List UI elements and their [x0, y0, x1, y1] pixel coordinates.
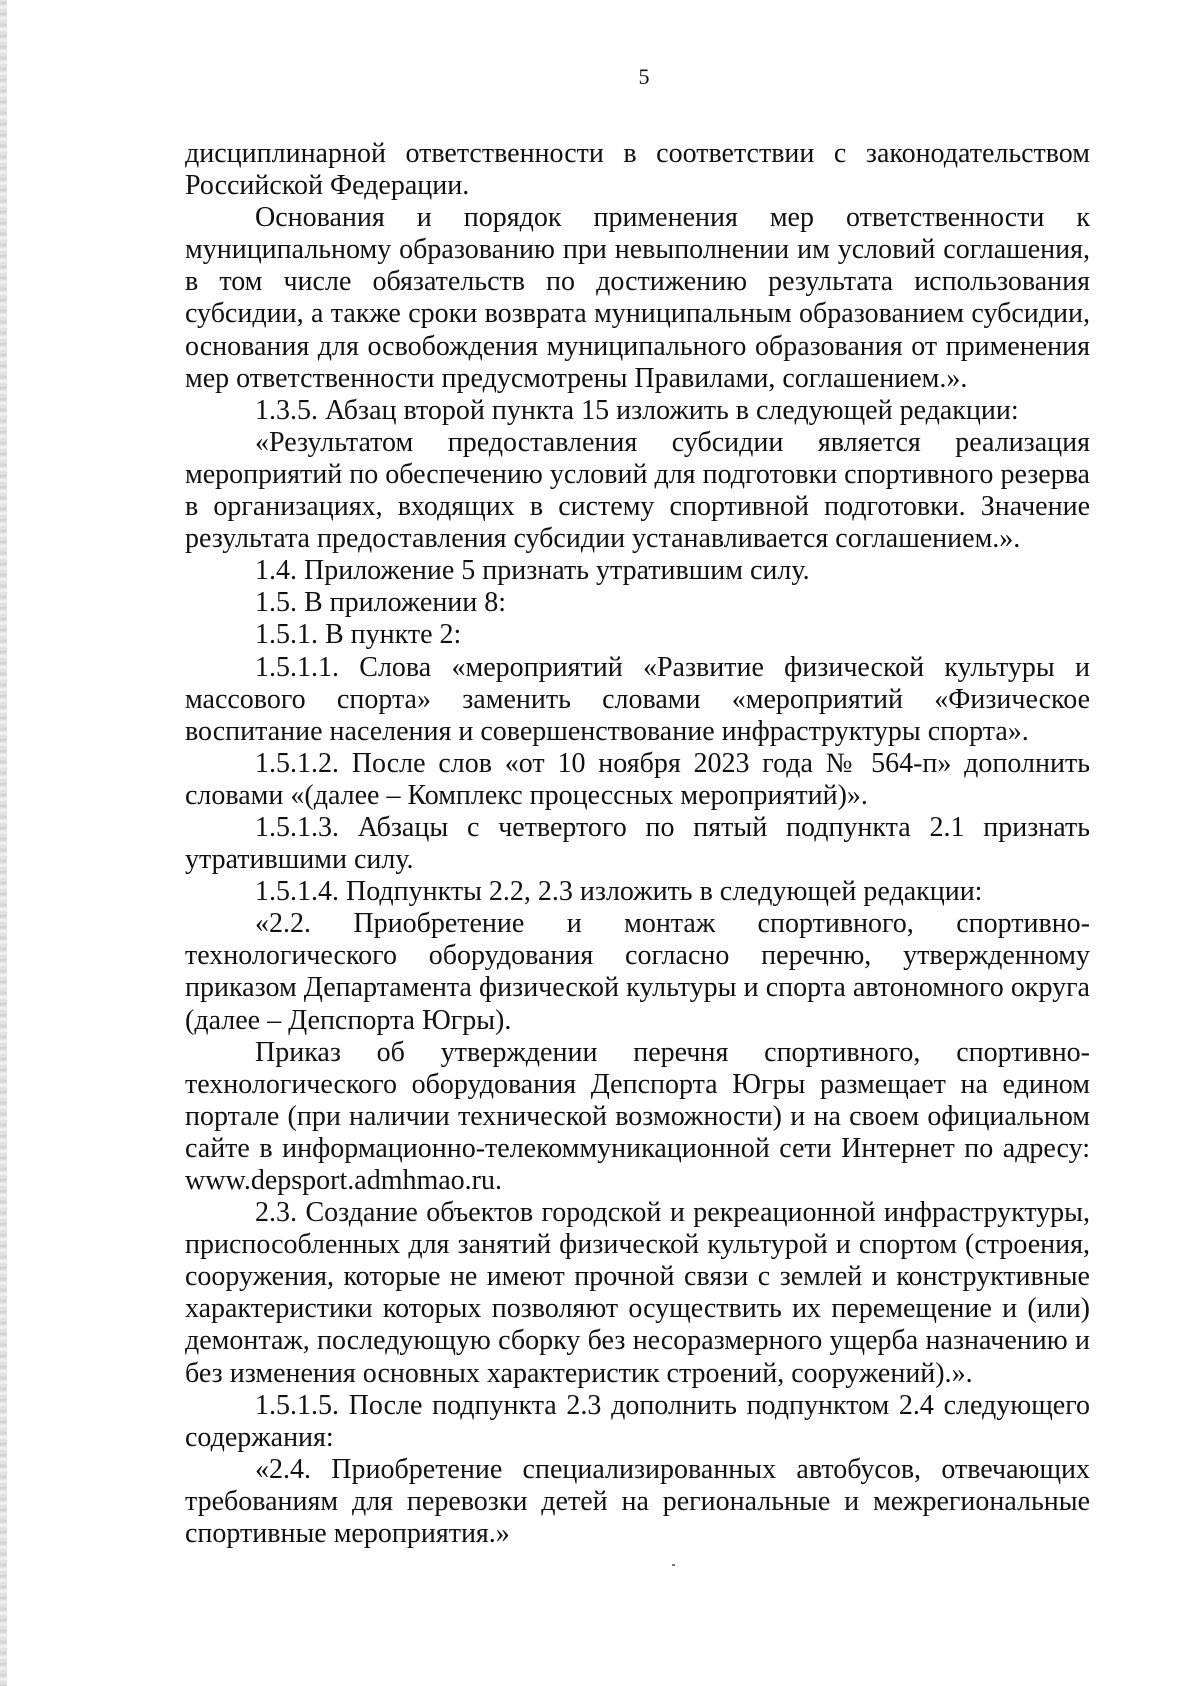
- paragraph: [185, 1037, 1090, 1197]
- text-line: характеристики которых позволяют осуществить их перемещение и (или): [185, 1293, 1090, 1325]
- text-line: словами «(далее – Комплекс процессных мероприятий)».: [185, 779, 868, 811]
- text-line: требованиям для перевозки детей на региональные и межрегиональные: [185, 1485, 1090, 1517]
- scan-speck: [672, 1564, 675, 1566]
- text-line: в организациях, входящих в систему спортивной подготовки. Значение: [185, 491, 1090, 523]
- text-line: www.depsport.admhmao.ru.: [185, 1165, 503, 1196]
- text-line: «2.2. Приобретение и монтаж спортивного, спортивно-: [255, 908, 1090, 940]
- text-line: приспособленных для занятий физической культурой и спортом (строения,: [185, 1229, 1090, 1261]
- text-line: (далее – Депспорта Югры).: [185, 1004, 512, 1036]
- text-line: содержания:: [185, 1421, 334, 1453]
- text-line: утратившими силу.: [185, 844, 414, 876]
- text-line: 1.5.1.3. Абзацы с четвертого по пятый подпункта 2.1 признать: [255, 811, 1090, 843]
- scan-edge-artifact: [0, 0, 7, 1686]
- paragraph: [185, 395, 1090, 427]
- text-line: основания для освобождения муниципального образования от применения: [185, 330, 1090, 362]
- text-line: портале (при наличии технической возможности) и на своем официальном: [185, 1100, 1090, 1132]
- text-line: 1.5. В приложении 8:: [255, 587, 507, 619]
- paragraph: [185, 138, 1090, 202]
- paragraph: [185, 555, 1090, 587]
- text-line: 1.5.1.2. После слов «от 10 ноября 2023 года № 564-п» дополнить: [255, 747, 1090, 779]
- text-line: воспитание населения и совершенствование инфраструктуры спорта».: [185, 715, 1029, 747]
- text-line: мер ответственности предусмотрены Правилами, соглашением.».: [185, 362, 968, 394]
- text-line: Основания и порядок применения мер ответственности к: [255, 202, 1090, 234]
- text-line: сооружения, которые не имеют прочной связи с землей и конструктивные: [185, 1261, 1090, 1293]
- paragraph: [185, 908, 1090, 1036]
- text-line: 1.3.5. Абзац второй пункта 15 изложить в следующей редакции:: [255, 394, 1019, 426]
- text-line: Российской Федерации.: [185, 170, 470, 202]
- paragraph: [185, 1390, 1090, 1454]
- text-line: муниципальному образованию при невыполнении им условий соглашения,: [185, 234, 1090, 266]
- paragraph: [185, 202, 1090, 395]
- text-line: мероприятий по обеспечению условий для подготовки спортивного резерва: [185, 458, 1090, 490]
- text-line: сайте в информационно-телекоммуникационной сети Интернет по адресу:: [185, 1132, 1090, 1164]
- text-line: приказом Департамента физической культуры и спорта автономного округа: [185, 972, 1090, 1004]
- text-line: технологического оборудования согласно перечню, утвержденному: [185, 940, 1090, 972]
- text-line: без изменения основных характеристик строений, сооружений).».: [185, 1357, 973, 1389]
- text-line: Приказ об утверждении перечня спортивного, спортивно-: [255, 1036, 1090, 1068]
- paragraph: [185, 587, 1090, 619]
- paragraph: [185, 1197, 1090, 1390]
- paragraph: [185, 748, 1090, 812]
- paragraph: [185, 812, 1090, 876]
- paragraph: [185, 1454, 1090, 1550]
- page-number: 5: [638, 64, 650, 89]
- text-line: «2.4. Приобретение специализированных автобусов, отвечающих: [255, 1453, 1090, 1485]
- paragraph: [185, 427, 1090, 555]
- text-line: технологического оборудования Депспорта Югры размещает на едином: [185, 1068, 1090, 1100]
- paragraph: [185, 619, 1090, 651]
- text-line: субсидии, а также сроки возврата муниципальным образованием субсидии,: [185, 298, 1090, 330]
- text-line: дисциплинарной ответственности в соответствии с законодательством: [185, 138, 1090, 169]
- text-line: массового спорта» заменить словами «мероприятий «Физическое: [185, 683, 1090, 715]
- text-line: 1.4. Приложение 5 признать утратившим силу.: [255, 555, 810, 587]
- text-line: демонтаж, последующую сборку без несоразмерного ущерба назначению и: [185, 1325, 1090, 1357]
- text-line: 1.5.1. В пункте 2:: [255, 619, 462, 651]
- text-line: 1.5.1.1. Слова «мероприятий «Развитие физической культуры и: [255, 651, 1090, 683]
- text-line: результата предоставления субсидии устанавливается соглашением.».: [185, 523, 1021, 555]
- paragraph: [185, 652, 1090, 748]
- text-line: в том числе обязательств по достижению результата использования: [185, 266, 1090, 298]
- text-line: 1.5.1.4. Подпункты 2.2, 2.3 изложить в следующей редакции:: [255, 876, 983, 908]
- paragraph: [185, 876, 1090, 908]
- text-line: 1.5.1.5. После подпункта 2.3 дополнить подпунктом 2.4 следующего: [255, 1389, 1090, 1421]
- document-body: [185, 138, 1090, 1550]
- text-line: «Результатом предоставления субсидии является реализация: [255, 426, 1090, 458]
- text-line: спортивные мероприятия.»: [185, 1518, 510, 1550]
- text-line: 2.3. Создание объектов городской и рекреационной инфраструктуры,: [255, 1197, 1090, 1229]
